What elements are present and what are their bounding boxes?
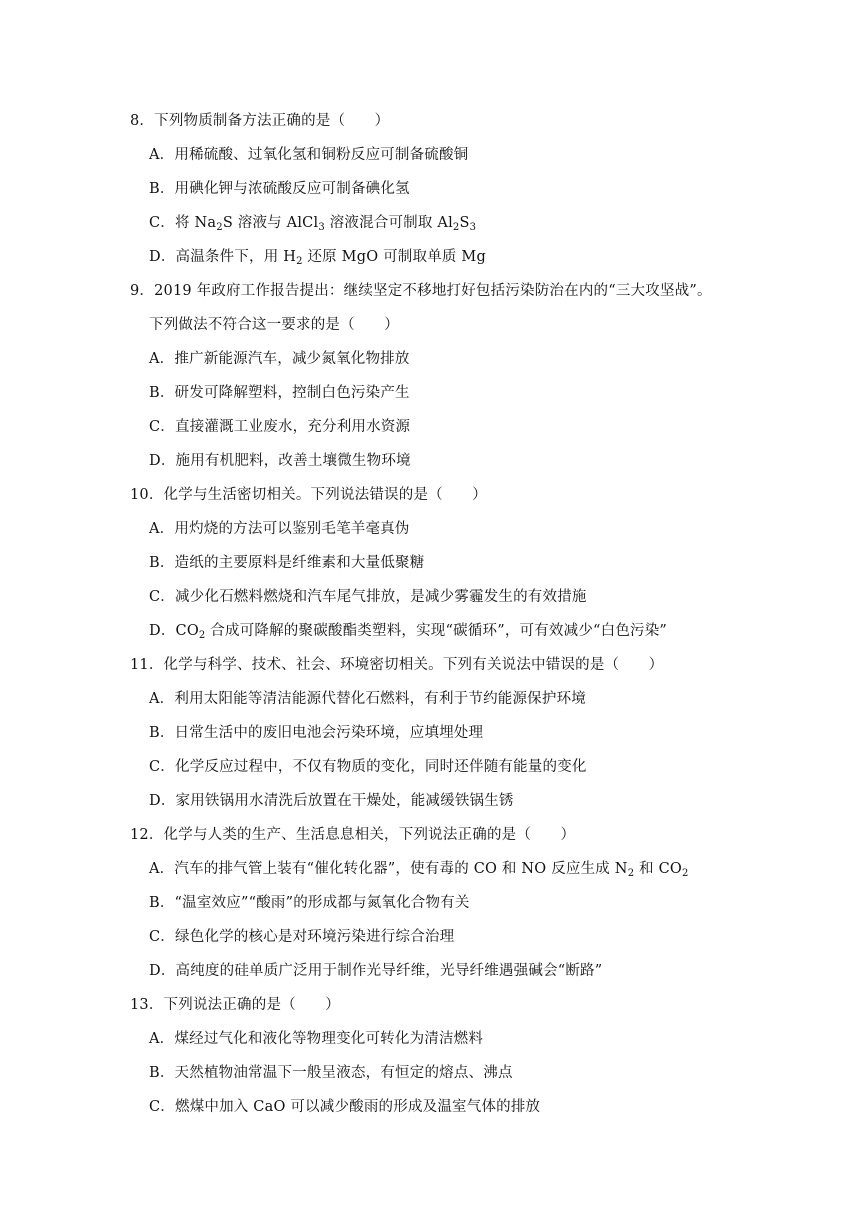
question-11-option-b: B．日常生活中的废旧电池会污染环境，应填埋处理 bbox=[149, 725, 484, 741]
question-9-option-a: A．推广新能源汽车，减少氮氧化物排放 bbox=[149, 351, 410, 367]
question-13-stem: 13．下列说法正确的是（ ） bbox=[130, 997, 340, 1013]
question-10-option-c: C．减少化石燃料燃烧和汽车尾气排放，是减少雾霾发生的有效措施 bbox=[149, 589, 587, 605]
question-11-option-d: D．家用铁锅用水清洗后放置在干燥处，能减缓铁锅生锈 bbox=[149, 793, 514, 809]
question-12-option-b: B．“温室效应”“酸雨”的形成都与氮氧化合物有关 bbox=[149, 895, 470, 911]
question-9-option-c: C．直接灌溉工业废水，充分利用水资源 bbox=[149, 419, 411, 435]
question-9-stem: 9．2019 年政府工作报告提出：继续坚定不移地打好包括污染防治在内的“三大攻坚战”。 bbox=[130, 283, 712, 299]
question-10-option-d: D．$CO_2$ 合成可降解的聚碳酸酯类塑料，实现“碳循环”，可有效减少“白色污染” bbox=[149, 623, 668, 641]
question-11-option-c: C．化学反应过程中，不仅有物质的变化，同时还伴随有能量的变化 bbox=[149, 759, 587, 775]
question-8-option-d: D．高温条件下，用 $H_2$ 还原 MgO 可制取单质 Mg bbox=[149, 249, 486, 267]
question-8-option-c: C．将 $Na_2S$ 溶液与 AlCl$_3$ 溶液混合可制取 $Al_2S_3$ bbox=[149, 215, 477, 233]
question-9-option-d: D．施用有机肥料，改善土壤微生物环境 bbox=[149, 453, 411, 469]
question-11-stem: 11．化学与科学、技术、社会、环境密切相关。下列有关说法中错误的是（ ） bbox=[130, 657, 664, 673]
question-12-option-a: A．汽车的排气管上装有“催化转化器”，使有毒的 CO 和 NO 反应生成 $N_2$ 和 $CO_2$ bbox=[149, 861, 689, 879]
question-12-option-c: C．绿色化学的核心是对环境污染进行综合治理 bbox=[149, 929, 455, 945]
question-10-stem: 10．化学与生活密切相关。下列说法错误的是（ ） bbox=[130, 487, 487, 503]
question-9-option-b: B．研发可降解塑料，控制白色污染产生 bbox=[149, 385, 410, 401]
question-9-stem-continued: 下列做法不符合这一要求的是（ ） bbox=[149, 317, 399, 333]
question-12-option-d: D．高纯度的硅单质广泛用于制作光导纤维，光导纤维遇强碱会“断路” bbox=[149, 963, 603, 979]
question-8-option-a: A．用稀硫酸、过氧化氢和铜粉反应可制备硫酸铜 bbox=[149, 147, 469, 163]
question-8-stem: 8．下列物质制备方法正确的是（ ） bbox=[130, 113, 390, 129]
question-10-option-a: A．用灼烧的方法可以鉴别毛笔羊毫真伪 bbox=[149, 521, 410, 537]
question-8-option-b: B．用碘化钾与浓硫酸反应可制备碘化氢 bbox=[149, 181, 410, 197]
question-10-option-b: B．造纸的主要原料是纤维素和大量低聚糖 bbox=[149, 555, 425, 571]
question-13-option-b: B．天然植物油常温下一般呈液态，有恒定的熔点、沸点 bbox=[149, 1065, 513, 1081]
question-11-option-a: A．利用太阳能等清洁能源代替化石燃料，有利于节约能源保护环境 bbox=[149, 691, 586, 707]
question-12-stem: 12．化学与人类的生产、生活息息相关，下列说法正确的是（ ） bbox=[130, 827, 576, 843]
question-13-option-a: A．煤经过气化和液化等物理变化可转化为清洁燃料 bbox=[149, 1031, 484, 1047]
question-13-option-c: C．燃煤中加入 CaO 可以减少酸雨的形成及温室气体的排放 bbox=[149, 1099, 541, 1115]
